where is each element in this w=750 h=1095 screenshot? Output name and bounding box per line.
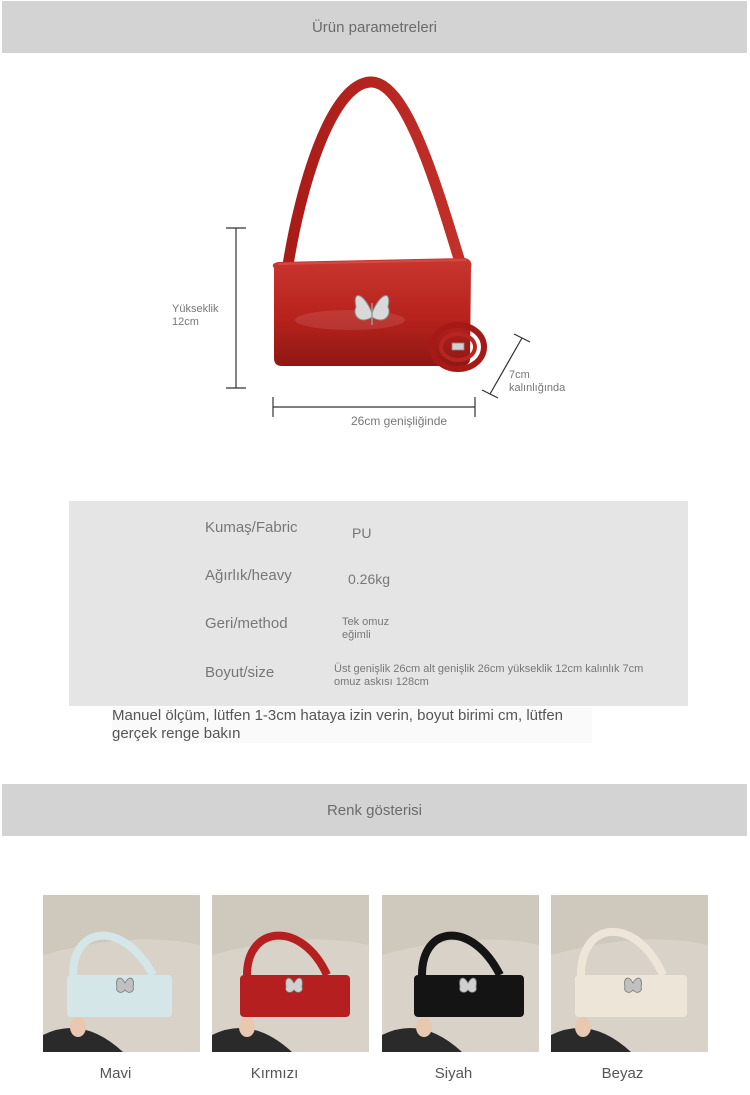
section-header-params [2,1,747,53]
measurement-note: Manuel ölçüm, lütfen 1-3cm hataya izin verin, boyut birimi cm, lütfen gerçek renge bakın [112,707,592,743]
spec-label-method: Geri/method [205,615,288,632]
depth-value: 7cm [509,369,530,381]
spec-value-size-line2: omuz askısı 128cm [334,676,429,688]
color-label-red: Kırmızı [250,1065,299,1082]
spec-label-fabric: Kumaş/Fabric [205,519,298,536]
spec-value-weight: 0.26kg [348,571,391,587]
color-label-blue: Mavi [99,1065,132,1082]
section-title: Ürün parametreleri [311,18,438,36]
depth-dimension-label [509,369,565,395]
spec-label-weight: Ağırlık/heavy [205,567,292,584]
width-dimension-label: 26cm genişliğinde [351,414,448,428]
height-value: 12cm [172,316,199,328]
spec-value-method-line2: eğimli [342,629,371,641]
spec-value-method [342,616,389,642]
color-label-white: Beyaz [601,1065,644,1082]
height-label: Yükseklik [172,303,219,315]
color-swatch-blue[interactable] [43,895,200,1052]
height-dimension-label [172,303,218,329]
section-title: Renk gösterisi [326,801,423,819]
spec-value-size-line1: Üst genişlik 26cm alt genişlik 26cm yükseklik 12cm kalınlık 7cm [334,663,644,675]
spec-value-size [334,663,679,689]
spec-label-size: Boyut/size [205,664,275,681]
depth-label: kalınlığında [509,382,566,394]
color-swatch-black[interactable] [382,895,539,1052]
section-header-colors [2,784,747,836]
color-label-black: Siyah [434,1065,473,1082]
spec-value-fabric: PU [352,525,372,541]
spec-table [69,501,688,706]
spec-value-method-line1: Tek omuz [342,616,390,628]
color-swatch-red[interactable] [212,895,369,1052]
color-swatch-white[interactable] [551,895,708,1052]
